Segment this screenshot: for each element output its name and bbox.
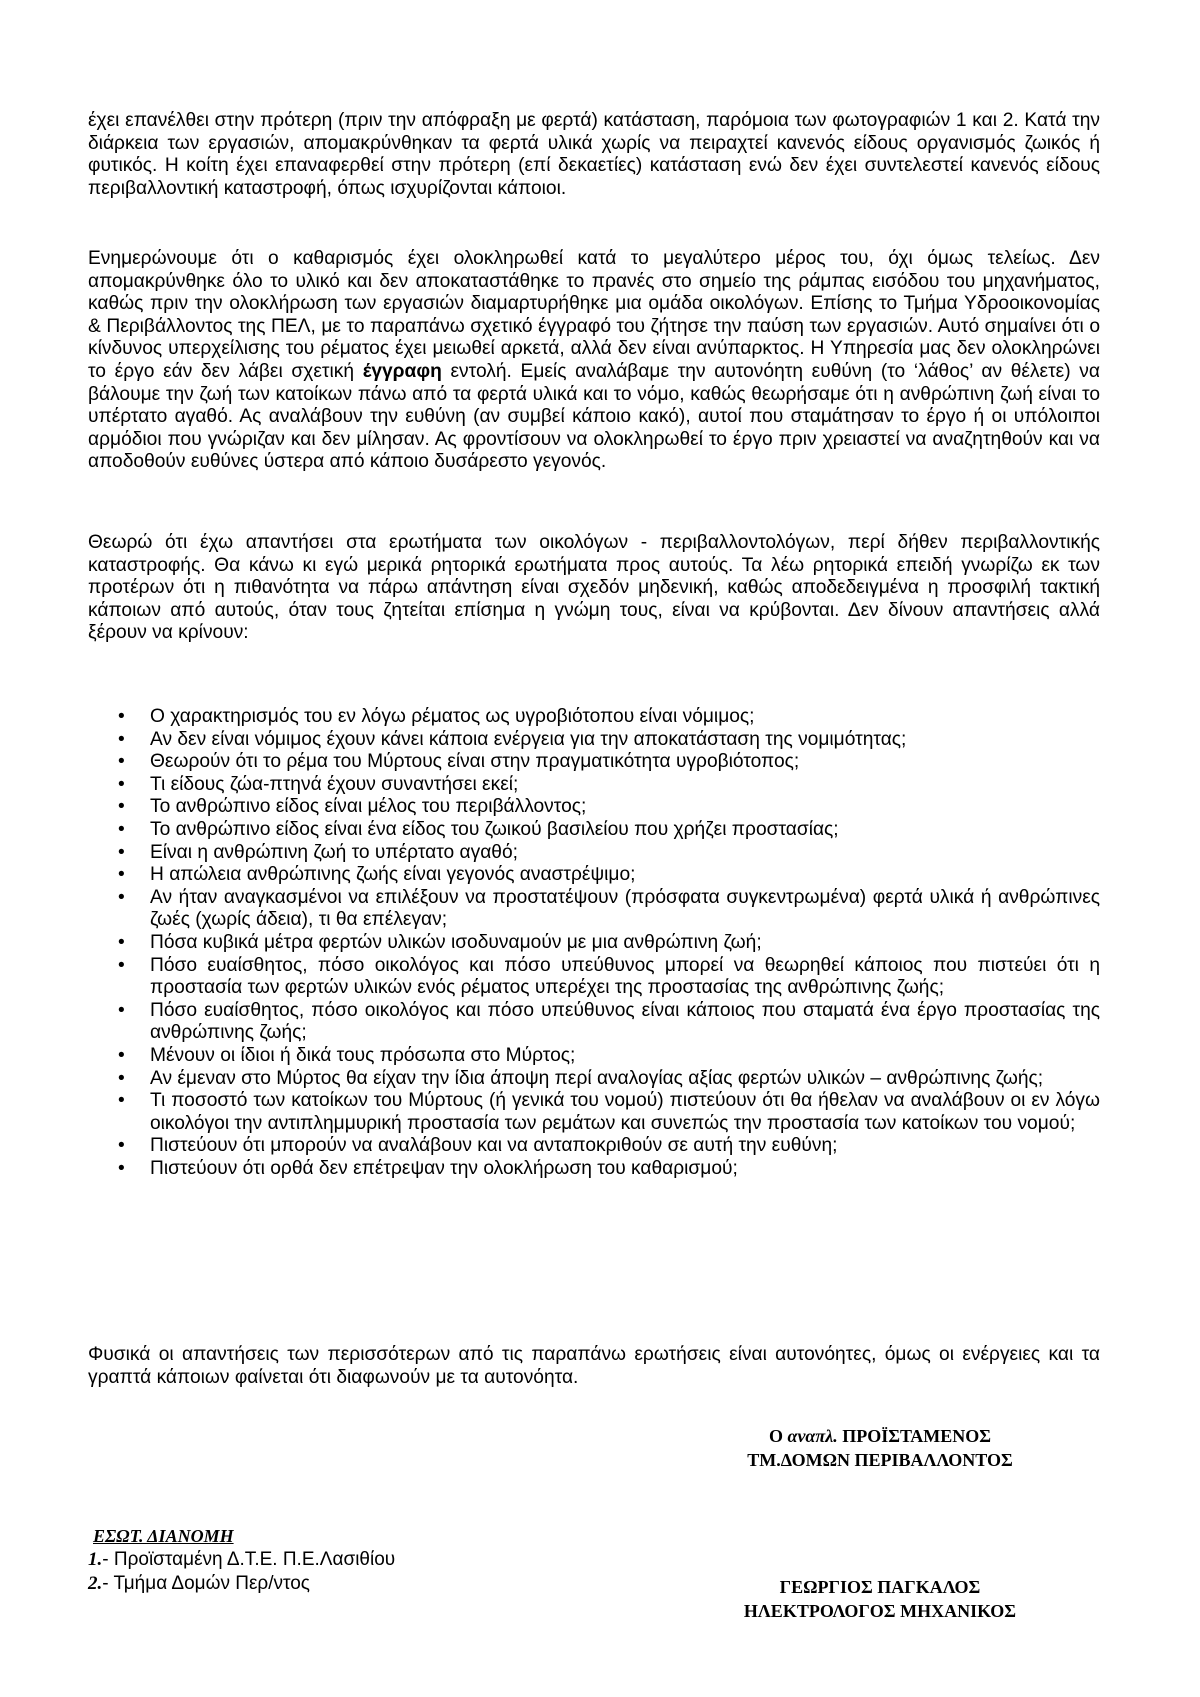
bullet-icon: • — [118, 886, 125, 908]
paragraph-rhetorical-intro: Θεωρώ ότι έχω απαντήσει στα ερωτήματα των οικολόγων - περιβαλλοντολόγων, περί δήθεν περιβαλλοντικής καταστροφής. Θα κάνω κι εγώ μερικά ρητορικά ερωτήματα προς αυτούς. Τα λέω ρητορικά επειδή γνωρίζω εκ των προτέρων ότι η πιθανότητα να πάρω απάντηση είναι σχεδόν μηδενική, καθώς αποδεδειγμένα η προσφιλή τακτική κάποιων από αυτούς, όταν τους ζητείται επίσημα η γνώμη τους, είναι να κρύβονται. Δεν δίνουν απαντήσεις αλλά ξέρουν να κρίνουν: — [88, 532, 1100, 644]
list-item: • Πιστεύουν ότι μπορούν να αναλάβουν και να ανταποκριθούν σε αυτή την ευθύνη; — [118, 1135, 838, 1157]
bullet-icon: • — [118, 1090, 125, 1112]
bullet-icon: • — [118, 751, 125, 773]
signature-role: Ο αναπλ. ΠΡΟΪΣΤΑΜΕΝΟΣ — [768, 1426, 992, 1446]
list-item: • Είναι η ανθρώπινη ζωή το υπέρτατο αγαθό; — [118, 841, 518, 863]
list-item: • Το ανθρώπινο είδος είναι μέλος του περιβάλλοντος; — [118, 796, 587, 818]
bullet-icon: • — [118, 1067, 125, 1089]
distribution-title: ΕΣΩΤ. ΔΙΑΝΟΜΗ — [93, 1526, 234, 1546]
list-item: • Πόσα κυβικά μέτρα φερτών υλικών ισοδυναμούν με μια ανθρώπινη ζωή; — [118, 931, 762, 953]
bullet-icon: • — [118, 999, 125, 1021]
bullet-icon: • — [118, 864, 125, 886]
list-item: • Πιστεύουν ότι ορθά δεν επέτρεψαν την ολοκλήρωση του καθαρισμού; — [118, 1157, 738, 1179]
list-item: • Αν έμεναν στο Μύρτος θα είχαν την ίδια άποψη περί αναλογίας αξίας φερτών υλικών – ανθρώπινης ζωής; — [118, 1067, 1044, 1089]
bullet-icon: • — [118, 1135, 125, 1157]
paragraph-cleaning-status — [88, 248, 1100, 474]
rhetorical-questions-list — [88, 706, 1100, 1180]
distribution-item: 2.- Τμήμα Δομών Περ/ντος — [88, 1573, 310, 1594]
list-item: • Η απώλεια ανθρώπινης ζωής είναι γεγονός αναστρέψιμο; — [118, 864, 636, 886]
list-item: • Το ανθρώπινο είδος είναι ένα είδος του ζωικού βασιλείου που χρήζει προστασίας; — [118, 818, 839, 840]
list-item: • Ο χαρακτηρισμός του εν λόγω ρέματος ως υγροβιότοπου είναι νόμιμος; — [118, 706, 755, 727]
distribution-item: 1.- Προϊσταμένη Δ.Τ.Ε. Π.Ε.Λασιθίου — [88, 1549, 396, 1570]
bullet-icon: • — [118, 773, 125, 795]
bullet-icon: • — [118, 1044, 125, 1066]
signature-role-block — [700, 1424, 1060, 1472]
bullet-icon: • — [118, 931, 125, 953]
list-item: • Μένουν οι ίδιοι ή δικά τους πρόσωπα στο Μύρτος; — [118, 1044, 576, 1066]
bullet-icon: • — [118, 841, 125, 863]
bullet-icon: • — [118, 954, 125, 976]
paragraph-text: Ενημερώνουμε ότι ο καθαρισμός έχει ολοκληρωθεί κατά το μεγαλύτερο μέρος του, όχι όμως τελείως. Δεν απομακρύνθηκε όλο το υλικό και δεν αποκαταστάθηκε το πρανές στο σημείο της ράμπας εισόδου του μηχανήματος, καθώς πριν την ολοκλήρωση των εργασιών διαμαρτυρήθηκε μια ομάδα οικολόγων. Επίσης το Τμήμα Υδροοικονομίας & Περιβάλλοντος της ΠΕΛ, με το παραπάνω σχετικό έγγραφό του ζήτησε την παύση των εργασιών. Αυτό σημαίνει ότι ο κίνδυνος υπερχείλισης του ρέματος έχει μειωθεί αρκετά, αλλά δεν είναι ανύπαρκτος. Η Υπηρεσία μας δεν ολοκληρώνει το έργο εάν δεν λάβει σχετική — [88, 248, 1100, 382]
list-item: • Τι είδους ζώα-πτηνά έχουν συναντήσει εκεί; — [118, 773, 519, 795]
emphasis-written: έγγραφη — [362, 360, 442, 382]
paragraph-text: εντολή. Εμείς αναλάβαμε την αυτονόητη ευθύνη (το ‘λάθος’ αν θέλετε) να βάλουμε την ζωή των κατοίκων πάνω από τα φερτά υλικά και το νόμο, καθώς θεωρήσαμε ότι η ανθρώπινη ζωή είναι το υπέρτατο αγαθό. Ας αναλάβουν την ευθύνη (αν συμβεί κάποιο κακό), αυτοί που σταμάτησαν το έργο ή οι υπόλοιποι αρμόδιοι που γνώριζαν και δεν μίλησαν. Ας φροντίσουν να ολοκληρωθεί το έργο πριν χρειαστεί να αναζητηθούν και να αποδοθούν ευθύνες ύστερα από κάποιο δυσάρεστο γεγονός. — [88, 360, 1100, 473]
signatory-profession: ΗΛΕΚΤΡΟΛΟΓΟΣ ΜΗΧΑΝΙΚΟΣ — [743, 1601, 1017, 1621]
list-item: • Αν ήταν αναγκασμένοι να επιλέξουν να προστατέψουν (πρόσφατα συγκεντρωμένα) φερτά υλικά ή ανθρώπινες ζωές (χωρίς άδεια), τι θα επέλεγαν; — [118, 886, 1100, 931]
internal-distribution — [88, 1524, 395, 1596]
signature-name-block — [700, 1575, 1060, 1623]
list-item: • Θεωρούν ότι το ρέμα του Μύρτους είναι στην πραγματικότητα υγροβιότοπος; — [118, 751, 800, 773]
bullet-icon: • — [118, 818, 125, 840]
bullet-icon: • — [118, 728, 125, 750]
paragraph-restoration: έχει επανέλθει στην πρότερη (πριν την απόφραξη με φερτά) κατάσταση, παρόμοια των φωτογραφιών 1 και 2. Κατά την διάρκεια των εργασιών, απομακρύνθηκαν τα φερτά υλικά χωρίς να πειραχτεί κανενός είδους οργανισμός ζωικός ή φυτικός. Η κοίτη έχει επαναφερθεί στην πρότερη (επί δεκαετίες) κατάσταση ενώ δεν έχει συντελεστεί κανενός είδους περιβαλλοντική καταστροφή, όπως ισχυρίζονται κάποιοι. — [88, 110, 1100, 199]
paragraph-conclusion: Φυσικά οι απαντήσεις των περισσότερων από τις παραπάνω ερωτήσεις είναι αυτονόητες, όμως οι ενέργειες και τα γραπτά κάποιων φαίνεται ότι διαφωνούν με τα αυτονόητα. — [88, 1344, 1100, 1388]
list-item: • Πόσο ευαίσθητος, πόσο οικολόγος και πόσο υπεύθυνος μπορεί να θεωρηθεί κάποιος που πιστεύει ότι η προστασία των φερτών υλικών ενός ρέματος υπερέχει της προστασίας της ανθρώπινης ζωής; — [118, 954, 1100, 999]
bullet-icon: • — [118, 1157, 125, 1179]
list-item: • Αν δεν είναι νόμιμος έχουν κάνει κάποια ενέργεια για την αποκατάσταση της νομιμότητας; — [118, 728, 907, 750]
bullet-icon: • — [118, 796, 125, 818]
signature-department: ΤΜ.ΔΟΜΩΝ ΠΕΡΙΒΑΛΛΟΝΤΟΣ — [747, 1450, 1013, 1470]
signatory-name: ΓΕΩΡΓΙΟΣ ΠΑΓΚΑΛΟΣ — [779, 1577, 981, 1597]
list-item: • Πόσο ευαίσθητος, πόσο οικολόγος και πόσο υπεύθυνος είναι κάποιος που σταματά ένα έργο προστασίας της ανθρώπινης ζωής; — [118, 999, 1100, 1044]
list-item: • Τι ποσοστό των κατοίκων του Μύρτους (ή γενικά του νομού) πιστεύουν ότι θα ήθελαν να αναλάβουν οι εν λόγω οικολόγοι την αντιπλημμυρική προστασία των ρεμάτων και συνεπώς την προστασία των κατοίκων του νομού; — [118, 1090, 1100, 1134]
bullet-icon: • — [118, 706, 125, 727]
